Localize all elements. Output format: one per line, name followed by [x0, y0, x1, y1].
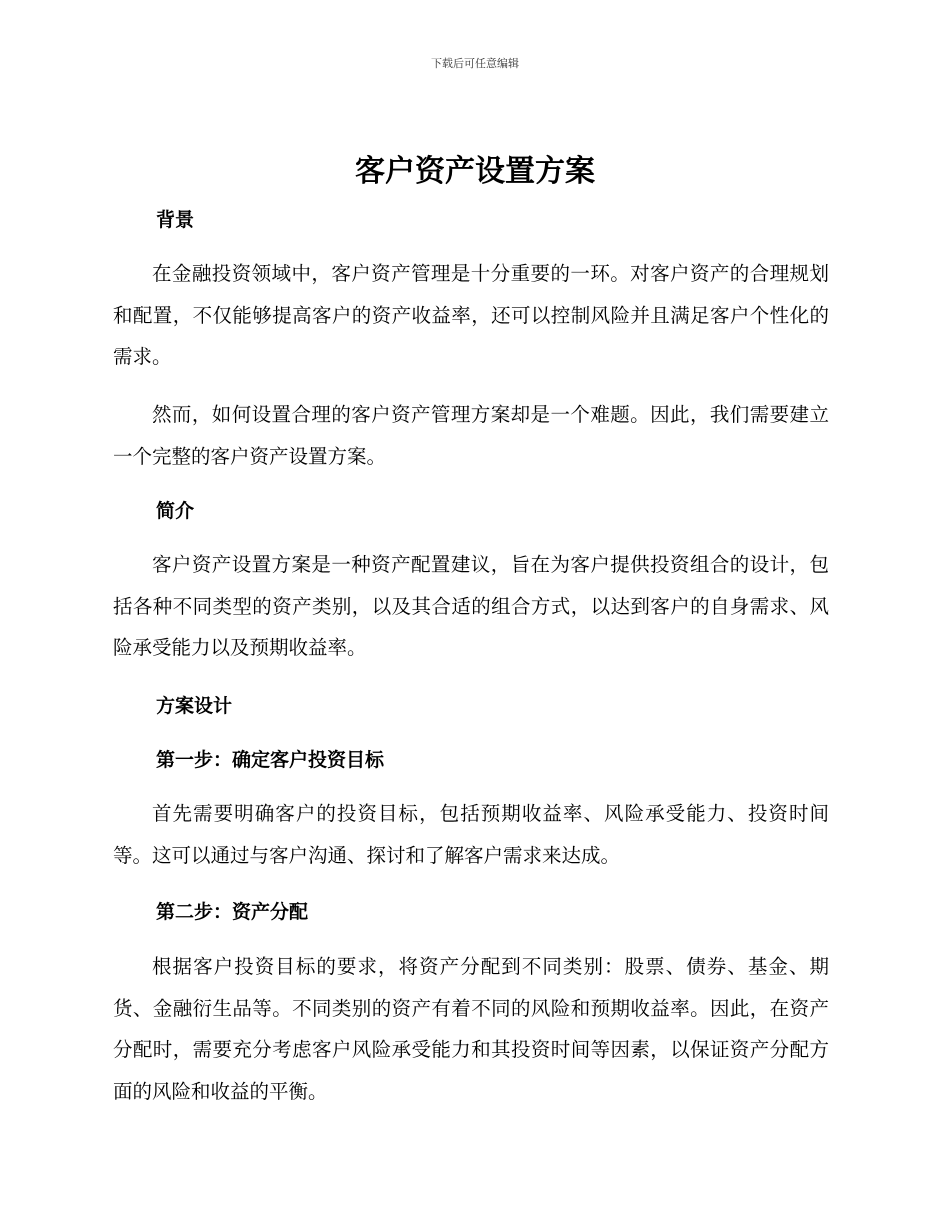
paragraph-background-2: 然而，如何设置合理的客户资产管理方案却是一个难题。因此，我们需要建立一个完整的客户资产设置方案。 — [113, 403, 829, 468]
paragraph-intro-1: 客户资产设置方案是一种资产配置建议，旨在为客户提供投资组合的设计，包括各种不同类型的资产类别，以及其合适的组合方式，以达到客户的自身需求、风险承受能力以及预期收益率。 — [113, 553, 829, 659]
header-note: 下载后可任意编辑 — [431, 57, 519, 70]
section-heading-background: 背景 — [156, 209, 195, 231]
document-title: 客户资产设置方案 — [355, 154, 595, 189]
section-heading-step-1: 第一步：确定客户投资目标 — [156, 749, 385, 771]
paragraph-background-1: 在金融投资领域中，客户资产管理是十分重要的一环。对客户资产的合理规划和配置，不仅能够提高客户的资产收益率，还可以控制风险并且满足客户个性化的需求。 — [113, 262, 829, 368]
section-heading-intro: 简介 — [156, 500, 195, 522]
paragraph-step-1: 首先需要明确客户的投资目标，包括预期收益率、风险承受能力、投资时间等。这可以通过与客户沟通、探讨和了解客户需求来达成。 — [113, 802, 829, 867]
paragraph-step-2: 根据客户投资目标的要求，将资产分配到不同类别：股票、债券、基金、期货、金融衍生品等。不同类别的资产有着不同的风险和预期收益率。因此，在资产分配时，需要充分考虑客户风险承受能力和其投资时间等因素，以保证资产分配方面的风险和收益的平衡。 — [113, 955, 829, 1103]
section-heading-step-2: 第二步：资产分配 — [156, 901, 309, 923]
section-heading-design: 方案设计 — [156, 695, 233, 717]
